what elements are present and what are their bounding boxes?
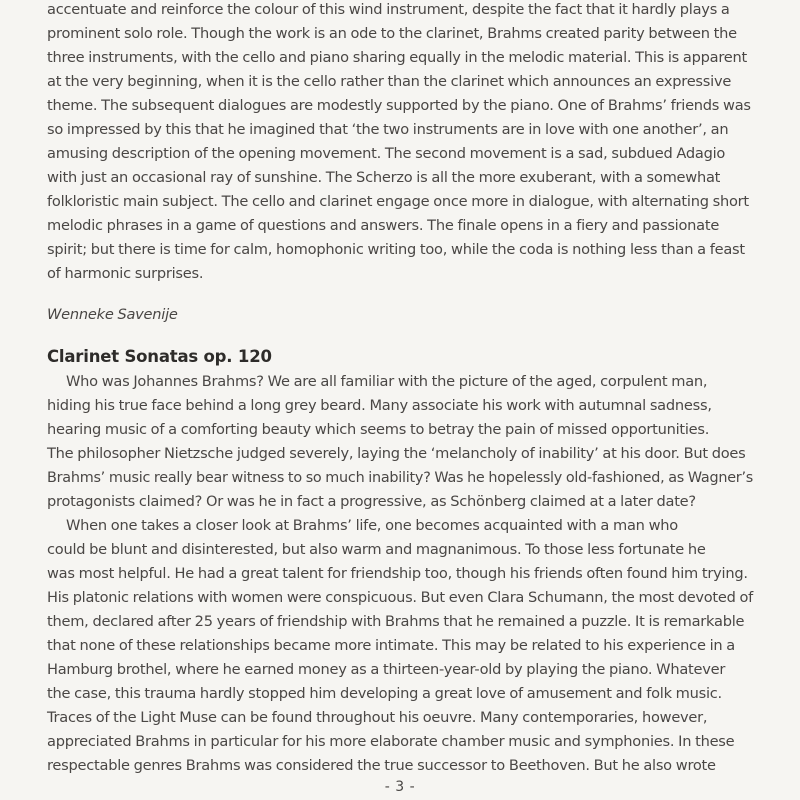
text-line: three instruments, with the cello and piano sharing equally in the melodic material. This is apparent bbox=[47, 49, 747, 66]
text-line: the case, this trauma hardly stopped him developing a great love of amusement and folk music. bbox=[47, 685, 722, 702]
text-line: When one takes a closer look at Brahms’ life, one becomes acquainted with a man who bbox=[66, 517, 678, 534]
text-line: at the very beginning, when it is the cello rather than the clarinet which announces an expressive bbox=[47, 73, 732, 90]
text-line: Who was Johannes Brahms? We are all familiar with the picture of the aged, corpulent man, bbox=[66, 373, 708, 390]
text-line: prominent solo role. Though the work is an ode to the clarinet, Brahms created parity between the bbox=[47, 25, 737, 42]
text-line: amusing description of the opening movement. The second movement is a sad, subdued Adagio bbox=[47, 145, 726, 162]
text-line: accentuate and reinforce the colour of this wind instrument, despite the fact that it hardly plays a bbox=[47, 1, 730, 18]
text-line: protagonists claimed? Or was he in fact a progressive, as Schönberg claimed at a later date? bbox=[47, 493, 696, 510]
text-line: hearing music of a comforting beauty which seems to betray the pain of missed opportunities. bbox=[47, 421, 710, 438]
page-number: - 3 - bbox=[384, 779, 416, 795]
text-line: The philosopher Nietzsche judged severely, laying the ‘melancholy of inability’ at his door. But does bbox=[47, 445, 746, 462]
text-line: could be blunt and disinterested, but also warm and magnanimous. To those less fortunate he bbox=[47, 541, 706, 558]
text-line: theme. The subsequent dialogues are modestly supported by the piano. One of Brahms’ friends was bbox=[47, 97, 751, 114]
document-page bbox=[47, 0, 767, 800]
text-line: His platonic relations with women were conspicuous. But even Clara Schumann, the most devoted of bbox=[47, 589, 753, 606]
text-line: appreciated Brahms in particular for his more elaborate chamber music and symphonies. In these bbox=[47, 733, 735, 750]
text-line: of harmonic surprises. bbox=[47, 265, 204, 282]
text-line: Hamburg brothel, where he earned money as a thirteen-year-old by playing the piano. Whatever bbox=[47, 661, 726, 678]
section-heading: Clarinet Sonatas op. 120 bbox=[47, 347, 272, 366]
text-line: that none of these relationships became more intimate. This may be related to his experience in a bbox=[47, 637, 735, 654]
text-line: melodic phrases in a game of questions and answers. The finale opens in a fiery and passionate bbox=[47, 217, 720, 234]
text-line: so impressed by this that he imagined that ‘the two instruments are in love with one another’, an bbox=[47, 121, 729, 138]
text-line: Brahms’ music really bear witness to so much inability? Was he hopelessly old-fashioned, as Wagner’s bbox=[47, 469, 754, 486]
author-signature: Wenneke Savenije bbox=[47, 306, 178, 323]
text-line: with just an occasional ray of sunshine. The Scherzo is all the more exuberant, with a somewhat bbox=[47, 169, 721, 186]
text-line: folkloristic main subject. The cello and clarinet engage once more in dialogue, with alternating short bbox=[47, 193, 749, 210]
text-line: respectable genres Brahms was considered the true successor to Beethoven. But he also wrote bbox=[47, 757, 716, 774]
text-line: was most helpful. He had a great talent for friendship too, though his friends often found him trying. bbox=[47, 565, 748, 582]
text-line: them, declared after 25 years of friendship with Brahms that he remained a puzzle. It is remarkable bbox=[47, 613, 745, 630]
text-line: hiding his true face behind a long grey beard. Many associate his work with autumnal sadness, bbox=[47, 397, 712, 414]
text-line: spirit; but there is time for calm, homophonic writing too, while the coda is nothing less than a feast bbox=[47, 241, 745, 258]
text-line: Traces of the Light Muse can be found throughout his oeuvre. Many contemporaries, however, bbox=[47, 709, 708, 726]
